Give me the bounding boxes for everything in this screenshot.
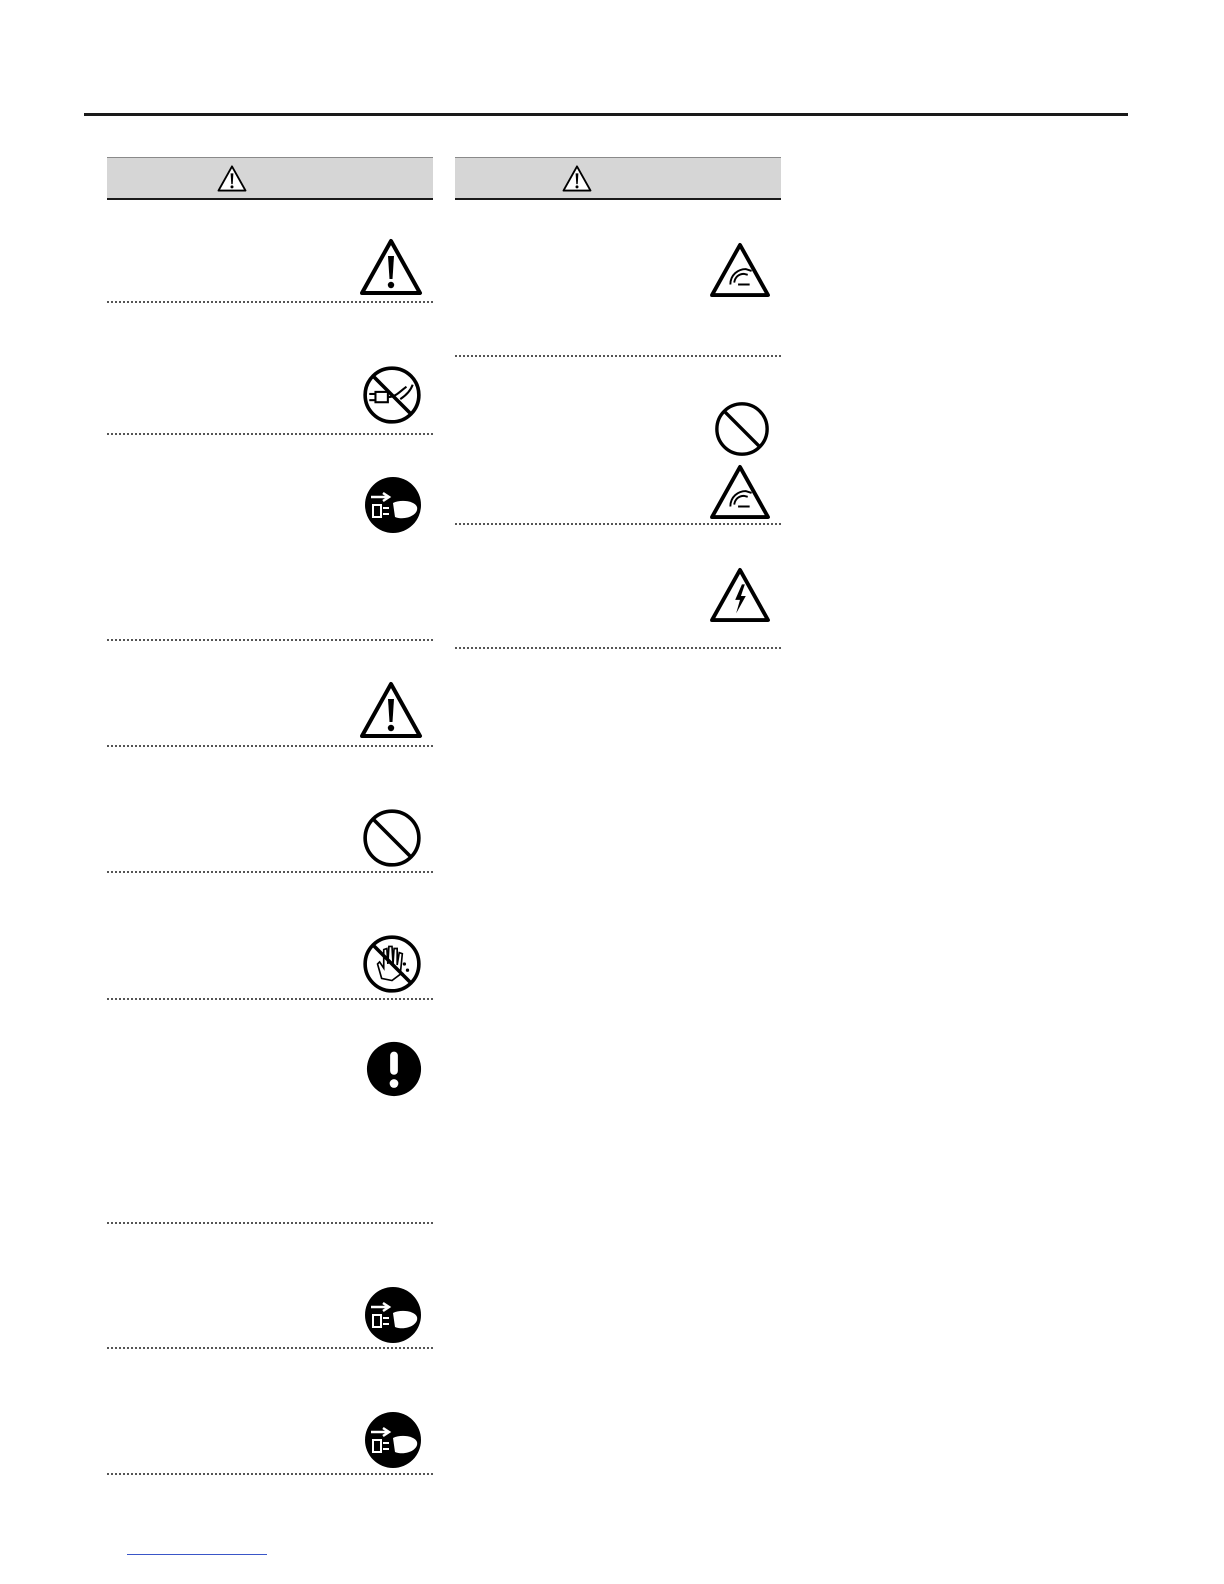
list-item: [455, 525, 781, 649]
no-plug-pull-by-cord-icon: [361, 364, 423, 426]
unplug-icon: [363, 1410, 423, 1470]
prohibited-icon: [713, 400, 771, 458]
warning-triangle-icon: [217, 165, 247, 192]
unplug-icon: [363, 1285, 423, 1345]
list-item: [107, 1000, 433, 1224]
list-item: [107, 200, 433, 303]
list-item: [107, 435, 433, 641]
list-item: [455, 357, 781, 525]
list-item: [107, 641, 433, 747]
left-column: [107, 157, 433, 1475]
right-column: [455, 157, 781, 649]
unplug-icon: [363, 475, 423, 535]
finger-pinch-warning-icon: [709, 464, 771, 520]
list-item: [107, 747, 433, 873]
list-item: [107, 303, 433, 435]
list-item: [107, 1349, 433, 1475]
warning-header-bar: [455, 157, 781, 200]
finger-pinch-warning-icon: [709, 242, 771, 298]
list-item: [107, 1224, 433, 1349]
warning-header-bar: [107, 157, 433, 200]
list-item: [107, 873, 433, 1000]
electric-shock-warning-icon: [709, 567, 771, 623]
warning-triangle-icon: [359, 238, 423, 296]
warning-triangle-icon: [359, 681, 423, 739]
footer-link-underline[interactable]: [127, 1554, 267, 1555]
top-rule: [84, 113, 1128, 116]
prohibited-icon: [361, 807, 423, 869]
list-item: [455, 200, 781, 357]
warning-triangle-icon: [562, 165, 592, 192]
mandatory-exclamation-icon: [365, 1040, 423, 1098]
no-wet-hands-icon: [361, 933, 423, 995]
